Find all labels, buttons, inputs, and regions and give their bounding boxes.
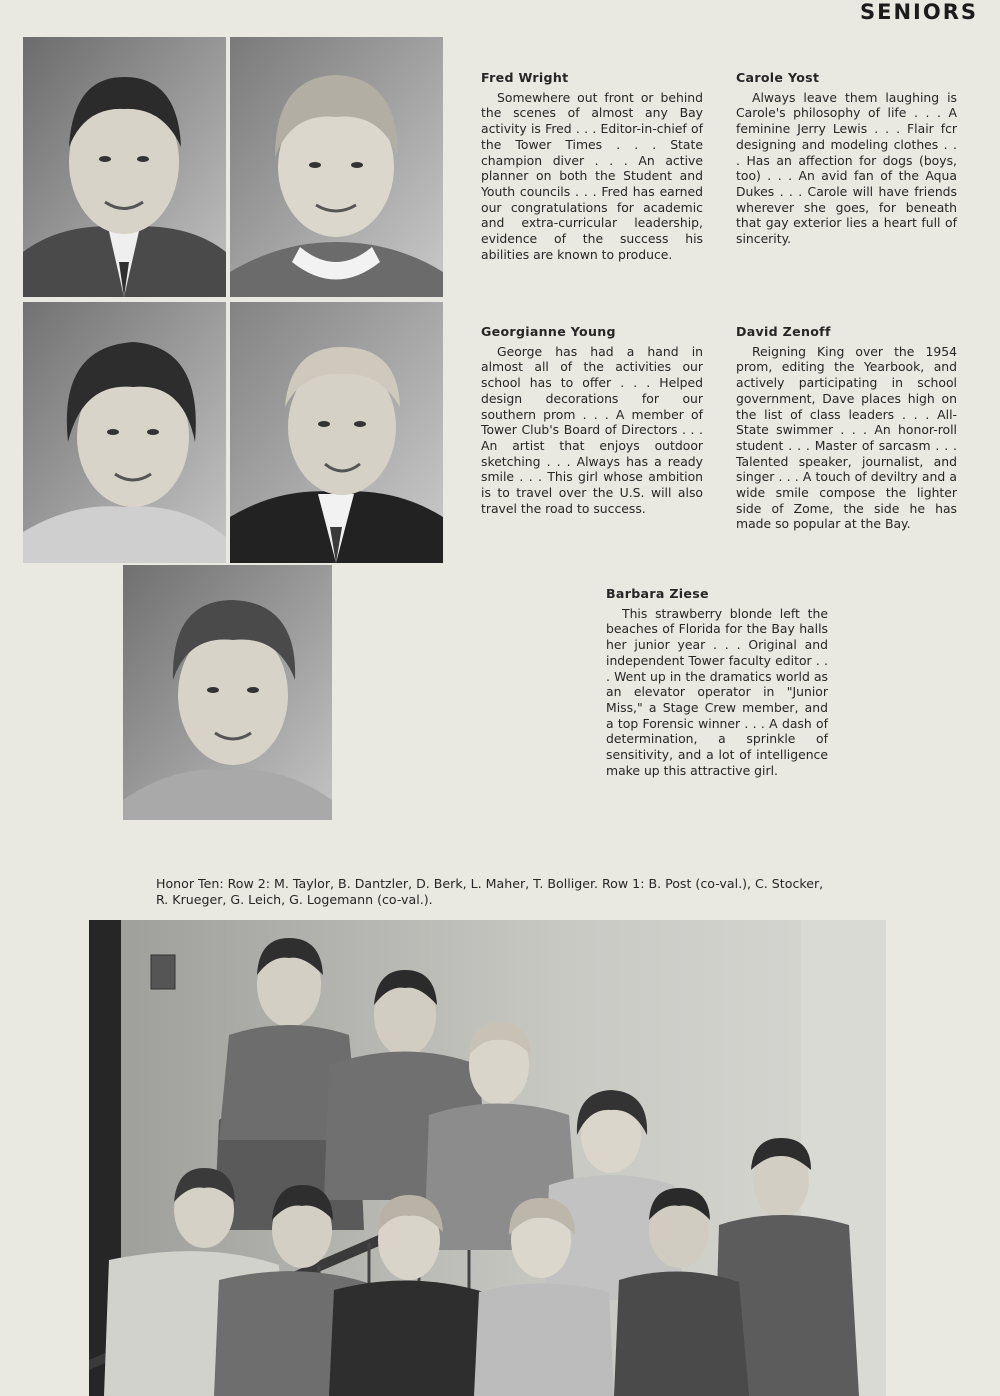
bio-david-zenoff: [736, 324, 957, 532]
bio-name: Carole Yost: [736, 70, 820, 85]
group-photo-caption: Honor Ten: Row 2: M. Taylor, B. Dantzler, D. Berk, L. Maher, T. Bolliger. Row 1: B. Post (co-val.), C. Stocker, R. Krueger, G. Leich, G. Logemann (co-val.).: [156, 876, 824, 907]
bio-carole-yost: [736, 70, 957, 247]
bio-text: This strawberry blonde left the beaches of Florida for the Bay halls her junior year . . . Original and independent Tower faculty editor . . . Went up in the dramatics world as an elevator operator in "Junior Miss," a Stage Crew member, and a top Forensic winner . . . A dash of determination, a sprinkle of sensitivity, and a lot of intelligence make up this attractive girl.: [606, 605, 828, 778]
portrait-david-zenoff: [230, 302, 443, 563]
group-photo-honor-ten: [89, 920, 886, 1396]
bio-text: Always leave them laughing is Carole's philosophy of life . . . A feminine Jerry Lewis . . . Flair fcr designing and modeling clothes . . . Has an affection for dogs (boys, too) . . . An avid fan of the Aqua Dukes . . . Carole will have friends wherever she goes, for beneath that gay exterior lies a heart full of sincerity.: [736, 89, 957, 247]
bio-text: Somewhere out front or behind the scenes of almost any Bay activity is Fred . . . Editor-in-chief of the Tower Times . . . State champion diver . . . An active planner on both the Student and Youth councils . . . Fred has earned our congratulations for academic and extra-curricular leadership, evidence of the success his abilities are known to produce.: [481, 89, 703, 262]
bio-fred-wright: [481, 70, 703, 262]
bio-barbara-ziese: [606, 586, 828, 778]
bio-name: Georgianne Young: [481, 324, 616, 339]
bio-georgianne-young: [481, 324, 703, 516]
bio-name: Barbara Ziese: [606, 586, 709, 601]
bio-name: David Zenoff: [736, 324, 831, 339]
bio-text: George has had a hand in almost all of the activities our school has to offer . . . Helped design decorations for our southern prom . . . A member of Tower Club's Board of Directors . . . An artist that enjoys outdoor sketching . . . Always has a ready smile . . . This girl whose ambition is to travel over the U.S. will also travel the road to success.: [481, 343, 703, 516]
bio-text: Reigning King over the 1954 prom, editing the Yearbook, and actively participating in school government, Dave places high on the list of class leaders . . . All-State swimmer . . . An honor-roll student . . . Master of sarcasm . . . Talented speaker, journalist, and singer . . . A touch of deviltry and a wide smile compose the lighter side of Zome, the side he has made so popular at the Bay.: [736, 343, 957, 532]
portrait-georgianne-young: [23, 302, 226, 563]
page-section-title: SENIORS: [859, 0, 978, 24]
portrait-carole-yost: [230, 37, 443, 297]
portrait-fred-wright: [23, 37, 226, 297]
bio-name: Fred Wright: [481, 70, 569, 85]
portrait-barbara-ziese: [123, 565, 332, 820]
